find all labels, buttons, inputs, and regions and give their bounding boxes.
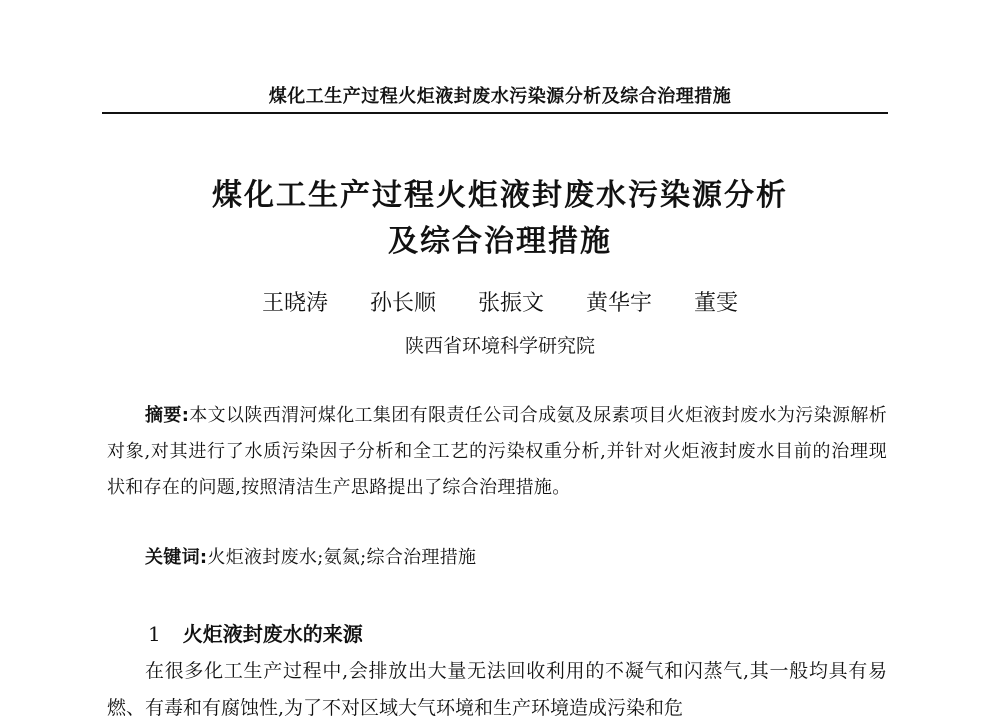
abstract: [107, 398, 887, 506]
author-name: 王晓涛: [261, 291, 328, 316]
keywords-label: 关键词:: [145, 547, 208, 568]
keywords-text: 火炬液封废水;氨氮;综合治理措施: [207, 547, 477, 568]
author-name: 董雯: [694, 291, 739, 316]
paper-title-line-2: 及综合治理措施: [388, 224, 612, 259]
abstract-text: 本文以陕西渭河煤化工集团有限责任公司合成氨及尿素项目火炬液封废水为污染源解析对象,对其进行了水质污染因子分析和全工艺的污染权重分析,并针对火炬液封废水目前的治理现状和存在的问题,按照清洁生产思路提出了综合治理措施。: [107, 405, 887, 498]
running-header: 煤化工生产过程火炬液封废水污染源分析及综合治理措施: [268, 86, 732, 107]
section-number: 1: [148, 622, 161, 646]
author-name: 张振文: [477, 291, 544, 316]
section-heading: [148, 618, 363, 647]
author-name: 孙长顺: [369, 291, 436, 316]
abstract-label: 摘要:: [145, 405, 190, 426]
keywords: [145, 543, 476, 569]
header-rule: [102, 112, 888, 114]
author-name: 黄华宇: [586, 291, 653, 316]
author-list: [0, 286, 1000, 317]
section-title: 火炬液封废水的来源: [182, 622, 363, 646]
body-paragraph: 在很多化工生产过程中,会排放出大量无法回收利用的不凝气和闪蒸气,其一般均具有易燃、有毒和有腐蚀性,为了不对区域大气环境和生产环境造成污染和危: [107, 660, 887, 719]
paper-title-line-1: 煤化工生产过程火炬液封废水污染源分析: [212, 178, 788, 213]
affiliation: 陕西省环境科学研究院: [404, 335, 595, 357]
